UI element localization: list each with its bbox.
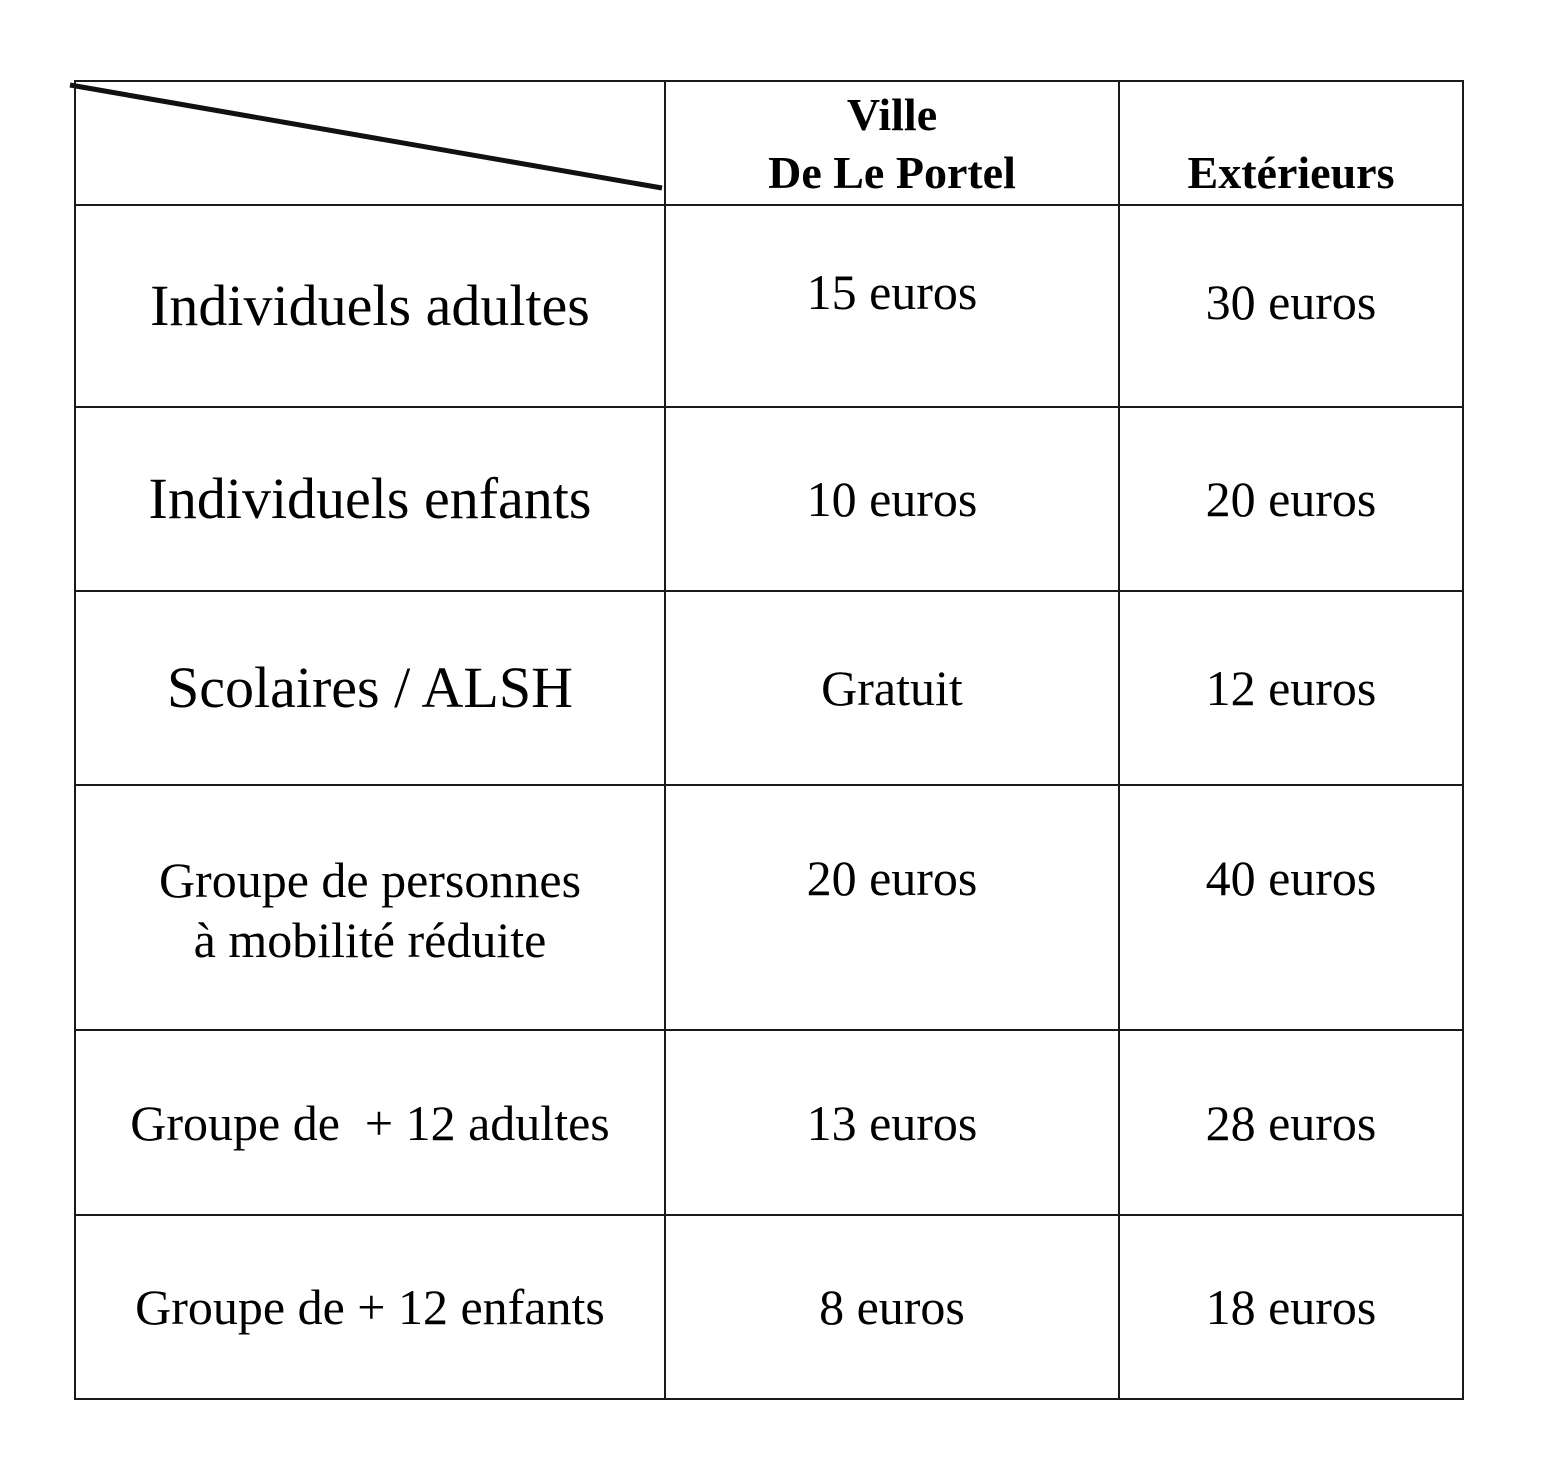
price-exterieurs: 40 euros [1119,785,1463,1030]
row-label [75,785,665,1030]
header-row [75,81,1463,205]
corner-cell [75,81,665,205]
price-exterieurs: 12 euros [1119,591,1463,785]
table-row [75,205,1463,407]
row-label: Individuels enfants [75,407,665,591]
row-label-line1: Groupe de personnes [158,852,582,908]
table-row [75,1215,1463,1399]
row-label: Groupe de + 12 enfants [75,1215,665,1399]
row-label-line2: à mobilité réduite [193,912,547,968]
price-exterieurs: 18 euros [1119,1215,1463,1399]
header-ville-line1: Ville [846,89,938,140]
price-exterieurs: 30 euros [1119,205,1463,407]
row-label: Scolaires / ALSH [75,591,665,785]
price-ville: 15 euros [665,205,1119,407]
price-ville: 8 euros [665,1215,1119,1399]
tariff-table [74,80,1464,1400]
table-row [75,785,1463,1030]
price-exterieurs: 20 euros [1119,407,1463,591]
header-exterieurs: Extérieurs [1119,81,1463,205]
price-ville: 13 euros [665,1030,1119,1215]
table-row [75,1030,1463,1215]
row-label: Groupe de + 12 adultes [75,1030,665,1215]
table-row [75,591,1463,785]
price-ville: 10 euros [665,407,1119,591]
header-ville-line2: De Le Portel [768,147,1016,198]
header-ville [665,81,1119,205]
price-exterieurs: 28 euros [1119,1030,1463,1215]
table-row [75,407,1463,591]
diagonal-divider [70,80,674,190]
price-ville: Gratuit [665,591,1119,785]
price-ville: 20 euros [665,785,1119,1030]
row-label: Individuels adultes [75,205,665,407]
